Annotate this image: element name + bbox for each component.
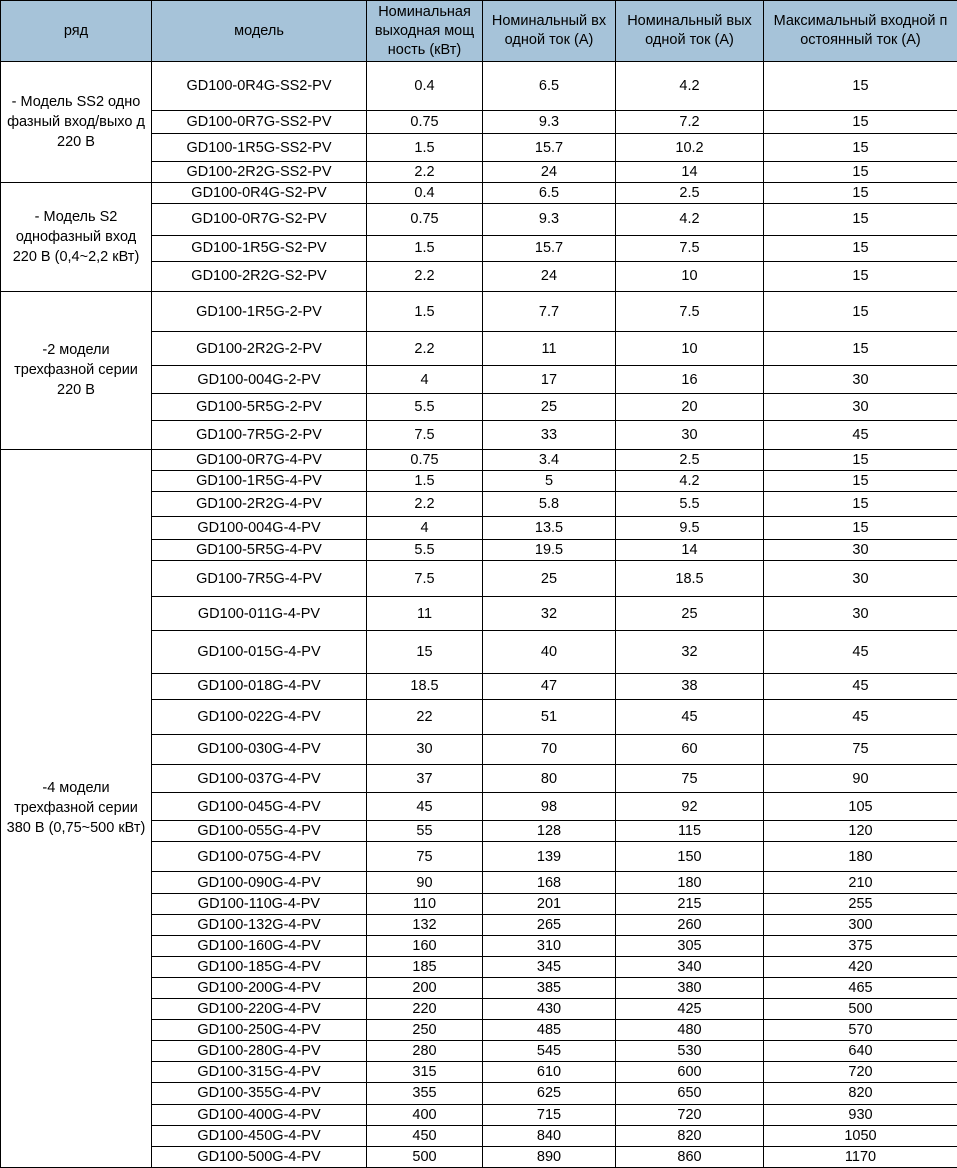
output-current-cell: 820 xyxy=(616,1125,764,1146)
output-current-cell: 10.2 xyxy=(616,134,764,162)
model-cell: GD100-250G-4-PV xyxy=(152,1020,367,1041)
output-current-cell: 860 xyxy=(616,1146,764,1167)
max-dc-current-cell: 30 xyxy=(764,561,957,597)
max-dc-current-cell: 15 xyxy=(764,134,957,162)
input-current-cell: 15.7 xyxy=(483,235,616,261)
input-current-cell: 98 xyxy=(483,793,616,821)
output-current-cell: 5.5 xyxy=(616,491,764,516)
max-dc-current-cell: 30 xyxy=(764,540,957,561)
power-cell: 185 xyxy=(367,956,483,977)
max-dc-current-cell: 420 xyxy=(764,956,957,977)
input-current-cell: 128 xyxy=(483,821,616,842)
output-current-cell: 25 xyxy=(616,597,764,631)
input-current-cell: 11 xyxy=(483,332,616,366)
input-current-cell: 15.7 xyxy=(483,134,616,162)
output-current-cell: 215 xyxy=(616,893,764,914)
power-cell: 0.75 xyxy=(367,203,483,235)
model-cell: GD100-185G-4-PV xyxy=(152,956,367,977)
output-current-cell: 480 xyxy=(616,1020,764,1041)
model-cell: GD100-400G-4-PV xyxy=(152,1104,367,1125)
max-dc-current-cell: 465 xyxy=(764,977,957,998)
max-dc-current-cell: 640 xyxy=(764,1041,957,1062)
max-dc-current-cell: 1050 xyxy=(764,1125,957,1146)
series-label: - Модель S2 однофазный вход 220 В (0,4~2,2 кВт) xyxy=(1,182,152,291)
input-current-cell: 7.7 xyxy=(483,291,616,331)
model-cell: GD100-022G-4-PV xyxy=(152,699,367,734)
output-current-cell: 75 xyxy=(616,765,764,793)
output-current-cell: 38 xyxy=(616,673,764,699)
header-max-dc-current: Максимальный входной п остоянный ток (А) xyxy=(764,1,957,62)
max-dc-current-cell: 15 xyxy=(764,111,957,134)
max-dc-current-cell: 570 xyxy=(764,1020,957,1041)
max-dc-current-cell: 1170 xyxy=(764,1146,957,1167)
input-current-cell: 24 xyxy=(483,162,616,182)
max-dc-current-cell: 15 xyxy=(764,449,957,470)
output-current-cell: 260 xyxy=(616,914,764,935)
model-cell: GD100-004G-2-PV xyxy=(152,366,367,394)
output-current-cell: 92 xyxy=(616,793,764,821)
output-current-cell: 7.5 xyxy=(616,291,764,331)
power-cell: 1.5 xyxy=(367,134,483,162)
max-dc-current-cell: 375 xyxy=(764,935,957,956)
max-dc-current-cell: 930 xyxy=(764,1104,957,1125)
table-row xyxy=(1,291,957,331)
model-cell: GD100-0R7G-SS2-PV xyxy=(152,111,367,134)
output-current-cell: 7.5 xyxy=(616,235,764,261)
max-dc-current-cell: 105 xyxy=(764,793,957,821)
output-current-cell: 650 xyxy=(616,1083,764,1104)
input-current-cell: 610 xyxy=(483,1062,616,1083)
output-current-cell: 14 xyxy=(616,540,764,561)
model-cell: GD100-055G-4-PV xyxy=(152,821,367,842)
input-current-cell: 13.5 xyxy=(483,516,616,539)
output-current-cell: 2.5 xyxy=(616,182,764,203)
input-current-cell: 25 xyxy=(483,561,616,597)
model-cell: GD100-315G-4-PV xyxy=(152,1062,367,1083)
input-current-cell: 9.3 xyxy=(483,203,616,235)
power-cell: 22 xyxy=(367,699,483,734)
max-dc-current-cell: 45 xyxy=(764,673,957,699)
max-dc-current-cell: 15 xyxy=(764,291,957,331)
output-current-cell: 305 xyxy=(616,935,764,956)
power-cell: 2.2 xyxy=(367,261,483,291)
model-cell: GD100-1R5G-S2-PV xyxy=(152,235,367,261)
input-current-cell: 25 xyxy=(483,394,616,420)
max-dc-current-cell: 45 xyxy=(764,420,957,449)
power-cell: 4 xyxy=(367,366,483,394)
input-current-cell: 715 xyxy=(483,1104,616,1125)
model-cell: GD100-004G-4-PV xyxy=(152,516,367,539)
model-cell: GD100-0R7G-S2-PV xyxy=(152,203,367,235)
model-cell: GD100-018G-4-PV xyxy=(152,673,367,699)
model-cell: GD100-500G-4-PV xyxy=(152,1146,367,1167)
max-dc-current-cell: 15 xyxy=(764,235,957,261)
max-dc-current-cell: 15 xyxy=(764,470,957,491)
power-cell: 315 xyxy=(367,1062,483,1083)
power-cell: 1.5 xyxy=(367,291,483,331)
power-cell: 30 xyxy=(367,734,483,764)
output-current-cell: 2.5 xyxy=(616,449,764,470)
input-current-cell: 24 xyxy=(483,261,616,291)
model-cell: GD100-280G-4-PV xyxy=(152,1041,367,1062)
power-cell: 110 xyxy=(367,893,483,914)
table-row xyxy=(1,449,957,470)
table-row xyxy=(1,62,957,111)
max-dc-current-cell: 500 xyxy=(764,999,957,1020)
model-cell: GD100-045G-4-PV xyxy=(152,793,367,821)
max-dc-current-cell: 15 xyxy=(764,261,957,291)
output-current-cell: 4.2 xyxy=(616,203,764,235)
max-dc-current-cell: 15 xyxy=(764,203,957,235)
input-current-cell: 265 xyxy=(483,914,616,935)
power-cell: 0.4 xyxy=(367,62,483,111)
model-cell: GD100-030G-4-PV xyxy=(152,734,367,764)
model-cell: GD100-355G-4-PV xyxy=(152,1083,367,1104)
model-cell: GD100-220G-4-PV xyxy=(152,999,367,1020)
model-cell: GD100-5R5G-4-PV xyxy=(152,540,367,561)
input-current-cell: 32 xyxy=(483,597,616,631)
header-series: ряд xyxy=(1,1,152,62)
table-row xyxy=(1,182,957,203)
series-label: -4 модели трехфазной серии 380 В (0,75~500 кВт) xyxy=(1,449,152,1167)
model-cell: GD100-0R4G-SS2-PV xyxy=(152,62,367,111)
output-current-cell: 115 xyxy=(616,821,764,842)
input-current-cell: 5 xyxy=(483,470,616,491)
output-current-cell: 425 xyxy=(616,999,764,1020)
max-dc-current-cell: 15 xyxy=(764,491,957,516)
max-dc-current-cell: 30 xyxy=(764,394,957,420)
max-dc-current-cell: 210 xyxy=(764,872,957,893)
power-cell: 280 xyxy=(367,1041,483,1062)
power-cell: 1.5 xyxy=(367,235,483,261)
model-cell: GD100-1R5G-SS2-PV xyxy=(152,134,367,162)
model-cell: GD100-200G-4-PV xyxy=(152,977,367,998)
output-current-cell: 720 xyxy=(616,1104,764,1125)
model-cell: GD100-7R5G-4-PV xyxy=(152,561,367,597)
model-cell: GD100-7R5G-2-PV xyxy=(152,420,367,449)
power-cell: 0.75 xyxy=(367,111,483,134)
model-cell: GD100-090G-4-PV xyxy=(152,872,367,893)
input-current-cell: 80 xyxy=(483,765,616,793)
output-current-cell: 380 xyxy=(616,977,764,998)
power-cell: 2.2 xyxy=(367,332,483,366)
power-cell: 4 xyxy=(367,516,483,539)
model-cell: GD100-011G-4-PV xyxy=(152,597,367,631)
max-dc-current-cell: 120 xyxy=(764,821,957,842)
input-current-cell: 40 xyxy=(483,631,616,673)
power-cell: 2.2 xyxy=(367,491,483,516)
input-current-cell: 625 xyxy=(483,1083,616,1104)
input-current-cell: 201 xyxy=(483,893,616,914)
model-cell: GD100-2R2G-SS2-PV xyxy=(152,162,367,182)
model-cell: GD100-2R2G-2-PV xyxy=(152,332,367,366)
input-current-cell: 430 xyxy=(483,999,616,1020)
output-current-cell: 340 xyxy=(616,956,764,977)
input-current-cell: 47 xyxy=(483,673,616,699)
model-cell: GD100-037G-4-PV xyxy=(152,765,367,793)
power-cell: 250 xyxy=(367,1020,483,1041)
max-dc-current-cell: 90 xyxy=(764,765,957,793)
power-cell: 55 xyxy=(367,821,483,842)
output-current-cell: 14 xyxy=(616,162,764,182)
header-input-current: Номинальный вх одной ток (А) xyxy=(483,1,616,62)
input-current-cell: 5.8 xyxy=(483,491,616,516)
output-current-cell: 600 xyxy=(616,1062,764,1083)
output-current-cell: 10 xyxy=(616,332,764,366)
model-cell: GD100-0R4G-S2-PV xyxy=(152,182,367,203)
max-dc-current-cell: 820 xyxy=(764,1083,957,1104)
power-cell: 500 xyxy=(367,1146,483,1167)
max-dc-current-cell: 15 xyxy=(764,332,957,366)
input-current-cell: 485 xyxy=(483,1020,616,1041)
power-cell: 45 xyxy=(367,793,483,821)
series-label: -2 модели трехфазной серии 220 В xyxy=(1,291,152,449)
max-dc-current-cell: 180 xyxy=(764,842,957,872)
power-cell: 1.5 xyxy=(367,470,483,491)
input-current-cell: 840 xyxy=(483,1125,616,1146)
model-cell: GD100-2R2G-S2-PV xyxy=(152,261,367,291)
max-dc-current-cell: 15 xyxy=(764,62,957,111)
max-dc-current-cell: 15 xyxy=(764,182,957,203)
model-cell: GD100-1R5G-2-PV xyxy=(152,291,367,331)
power-cell: 37 xyxy=(367,765,483,793)
power-cell: 132 xyxy=(367,914,483,935)
max-dc-current-cell: 75 xyxy=(764,734,957,764)
input-current-cell: 345 xyxy=(483,956,616,977)
output-current-cell: 32 xyxy=(616,631,764,673)
power-cell: 0.75 xyxy=(367,449,483,470)
output-current-cell: 530 xyxy=(616,1041,764,1062)
input-current-cell: 3.4 xyxy=(483,449,616,470)
model-cell: GD100-160G-4-PV xyxy=(152,935,367,956)
header-output-current: Номинальный вых одной ток (А) xyxy=(616,1,764,62)
power-cell: 450 xyxy=(367,1125,483,1146)
output-current-cell: 60 xyxy=(616,734,764,764)
max-dc-current-cell: 30 xyxy=(764,597,957,631)
table-body xyxy=(1,62,957,1168)
power-cell: 75 xyxy=(367,842,483,872)
model-cell: GD100-5R5G-2-PV xyxy=(152,394,367,420)
power-cell: 18.5 xyxy=(367,673,483,699)
input-current-cell: 19.5 xyxy=(483,540,616,561)
input-current-cell: 6.5 xyxy=(483,182,616,203)
power-cell: 200 xyxy=(367,977,483,998)
max-dc-current-cell: 15 xyxy=(764,516,957,539)
power-cell: 90 xyxy=(367,872,483,893)
input-current-cell: 139 xyxy=(483,842,616,872)
model-cell: GD100-0R7G-4-PV xyxy=(152,449,367,470)
input-current-cell: 70 xyxy=(483,734,616,764)
power-cell: 2.2 xyxy=(367,162,483,182)
output-current-cell: 9.5 xyxy=(616,516,764,539)
output-current-cell: 16 xyxy=(616,366,764,394)
model-cell: GD100-450G-4-PV xyxy=(152,1125,367,1146)
power-cell: 5.5 xyxy=(367,540,483,561)
power-cell: 220 xyxy=(367,999,483,1020)
max-dc-current-cell: 720 xyxy=(764,1062,957,1083)
model-cell: GD100-132G-4-PV xyxy=(152,914,367,935)
output-current-cell: 4.2 xyxy=(616,470,764,491)
output-current-cell: 20 xyxy=(616,394,764,420)
power-cell: 7.5 xyxy=(367,420,483,449)
input-current-cell: 33 xyxy=(483,420,616,449)
max-dc-current-cell: 45 xyxy=(764,699,957,734)
power-cell: 160 xyxy=(367,935,483,956)
model-cell: GD100-075G-4-PV xyxy=(152,842,367,872)
power-cell: 0.4 xyxy=(367,182,483,203)
header-model: модель xyxy=(152,1,367,62)
input-current-cell: 890 xyxy=(483,1146,616,1167)
header-row xyxy=(1,1,957,62)
power-cell: 7.5 xyxy=(367,561,483,597)
series-label: - Модель SS2 одно фазный вход/выхо д 220 В xyxy=(1,62,152,183)
max-dc-current-cell: 300 xyxy=(764,914,957,935)
power-cell: 355 xyxy=(367,1083,483,1104)
input-current-cell: 9.3 xyxy=(483,111,616,134)
output-current-cell: 30 xyxy=(616,420,764,449)
header-power: Номинальная выходная мощ ность (кВт) xyxy=(367,1,483,62)
input-current-cell: 310 xyxy=(483,935,616,956)
model-cell: GD100-2R2G-4-PV xyxy=(152,491,367,516)
output-current-cell: 45 xyxy=(616,699,764,734)
power-cell: 400 xyxy=(367,1104,483,1125)
max-dc-current-cell: 30 xyxy=(764,366,957,394)
input-current-cell: 51 xyxy=(483,699,616,734)
output-current-cell: 7.2 xyxy=(616,111,764,134)
input-current-cell: 545 xyxy=(483,1041,616,1062)
model-cell: GD100-1R5G-4-PV xyxy=(152,470,367,491)
input-current-cell: 6.5 xyxy=(483,62,616,111)
output-current-cell: 4.2 xyxy=(616,62,764,111)
max-dc-current-cell: 45 xyxy=(764,631,957,673)
output-current-cell: 10 xyxy=(616,261,764,291)
power-cell: 15 xyxy=(367,631,483,673)
model-cell: GD100-015G-4-PV xyxy=(152,631,367,673)
input-current-cell: 385 xyxy=(483,977,616,998)
max-dc-current-cell: 15 xyxy=(764,162,957,182)
input-current-cell: 17 xyxy=(483,366,616,394)
output-current-cell: 150 xyxy=(616,842,764,872)
output-current-cell: 180 xyxy=(616,872,764,893)
power-cell: 11 xyxy=(367,597,483,631)
input-current-cell: 168 xyxy=(483,872,616,893)
max-dc-current-cell: 255 xyxy=(764,893,957,914)
power-cell: 5.5 xyxy=(367,394,483,420)
model-cell: GD100-110G-4-PV xyxy=(152,893,367,914)
output-current-cell: 18.5 xyxy=(616,561,764,597)
